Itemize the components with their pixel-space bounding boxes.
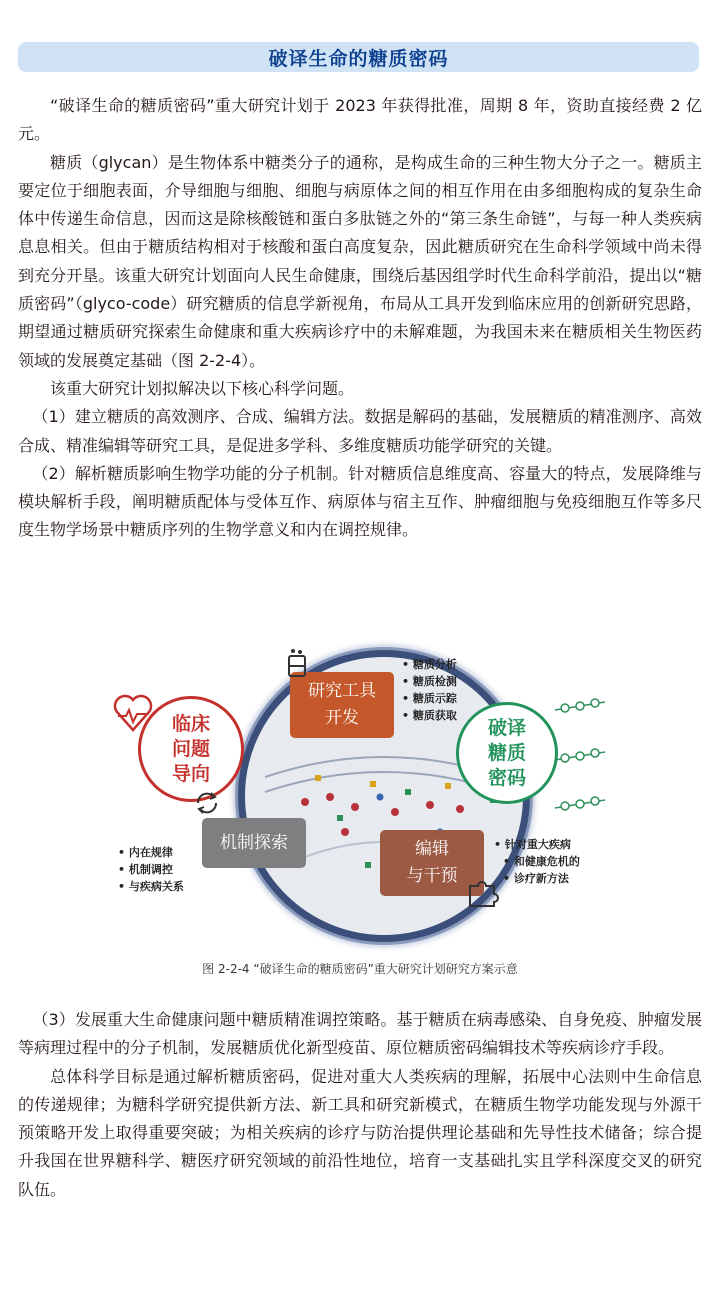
mechanism-list-item: • 与疾病关系 — [118, 878, 184, 895]
clinical-line-1: 临床 — [171, 712, 210, 735]
tool-list-item: • 糖质分析 — [402, 656, 457, 673]
paragraph-goals: 总体科学目标是通过解析糖质密码，促进对重大人类疾病的理解，拓展中心法则中生命信息的传递规律；为糖科学研究提供新方法、新工具和研究新模式，在糖质生物学功能发现与外源干预策略开发上取得重要突破；为相关疾病的诊疗与防治提供理论基础和先导性技术储备；综合提升我国在世界糖科学、糖医疗研究领域的前沿性地位，培育一支基础扎实且学科深度交叉的研究队伍。 — [18, 1066, 702, 1199]
tool-list-item: • 糖质示踪 — [402, 690, 457, 707]
paragraph-item-3: （3）发展重大生命健康问题中糖质精准调控策略。基于糖质在病毒感染、自身免疫、肿瘤发展等病理过程中的分子机制，发展糖质优化新型疫苗、原位糖质密码编辑技术等疾病诊疗手段。 — [18, 1010, 702, 1058]
body-text-top — [18, 92, 702, 545]
tool-box-line-2: 开发 — [325, 708, 359, 728]
decode-circle — [456, 702, 558, 804]
paragraph-questions: 该重大研究计划拟解决以下核心科学问题。 — [50, 378, 355, 398]
section-title: 破译生命的糖质密码 — [268, 47, 449, 70]
glycan-structure-icon — [550, 690, 610, 830]
clinical-line-3: 导向 — [171, 762, 210, 785]
cycle-arrows-icon — [194, 790, 220, 816]
paragraph-item-2: （2）解析糖质影响生物学功能的分子机制。针对糖质信息维度高、容量大的特点，发展降维与模块解析手段，阐明糖质配体与受体互作、病原体与宿主互作、肿瘤细胞与免疫细胞互作等多尺度生物学场景中糖质序列的生物学意义和内在调控规律。 — [18, 463, 702, 540]
edit-box-line-1: 编辑 — [415, 839, 449, 859]
heart-health-icon — [112, 688, 154, 736]
mechanism-box-label: 机制探索 — [220, 832, 288, 853]
tool-list-item: • 糖质检测 — [402, 673, 457, 690]
mechanism-box — [202, 818, 306, 868]
mechanism-list — [118, 844, 184, 895]
paragraph-item-1: （1）建立糖质的高效测序、合成、编辑方法。数据是解码的基础，发展糖质的精准测序、高效合成、精准编辑等研究工具，是促进多学科、多维度糖质功能学研究的关键。 — [18, 407, 702, 455]
section-title-bar — [18, 42, 699, 72]
edit-list-item: • 诊疗新方法 — [494, 870, 580, 887]
decode-line-2: 糖质 — [487, 741, 526, 764]
edit-list-item: • 和健康危机的 — [494, 853, 580, 870]
mechanism-list-item: • 机制调控 — [118, 861, 184, 878]
tool-list-item: • 糖质获取 — [402, 707, 457, 724]
edit-box-line-2: 与干预 — [406, 866, 458, 886]
body-text-bottom — [18, 1006, 702, 1204]
mechanism-list-item: • 内在规律 — [118, 844, 184, 861]
paragraph-glycan: 糖质（glycan）是生物体系中糖类分子的通称，是构成生命的三种生物大分子之一。糖质主要定位于细胞表面，介导细胞与细胞、细胞与病原体之间的相互作用在由多细胞构成的复杂生命体中传递生命信息，因而这是除核酸链和蛋白多肽链之外的“第三条生命链”，与每一种人类疾病息息相关。但由于糖质结构相对于核酸和蛋白高度复杂，因此糖质研究在生命科学领域中尚未得到充分开垦。该重大研究计划面向人民生命健康，围绕后基因组学时代生命科学前沿，提出以“糖质密码”（glyco-code）研究糖质的信息学新视角，布局从工具开发到临床应用的创新研究思路，期望通过糖质研究探索生命健康和重大疾病诊疗中的未解难题，为我国未来在糖质相关生物医药领域的发展奠定基础（图 2-2-4）。 — [18, 152, 702, 370]
figure-caption: 图 2-2-4 “破译生命的糖质密码”重大研究计划研究方案示意 — [202, 962, 518, 976]
lab-flask-icon — [284, 648, 310, 678]
tool-list — [402, 656, 457, 724]
research-tools-box — [290, 672, 394, 738]
clinical-line-2: 问题 — [171, 737, 210, 760]
paragraph-intro: “破译生命的糖质密码”重大研究计划于 2023 年获得批准，周期 8 年，资助直接经费 2 亿元。 — [18, 96, 702, 144]
edit-list — [494, 836, 580, 887]
edit-list-item: • 针对重大疾病 — [494, 836, 580, 853]
figure-2-2-4 — [110, 640, 610, 930]
decode-line-3: 密码 — [487, 766, 526, 789]
decode-line-1: 破译 — [487, 716, 526, 739]
tool-box-line-1: 研究工具 — [308, 681, 376, 701]
